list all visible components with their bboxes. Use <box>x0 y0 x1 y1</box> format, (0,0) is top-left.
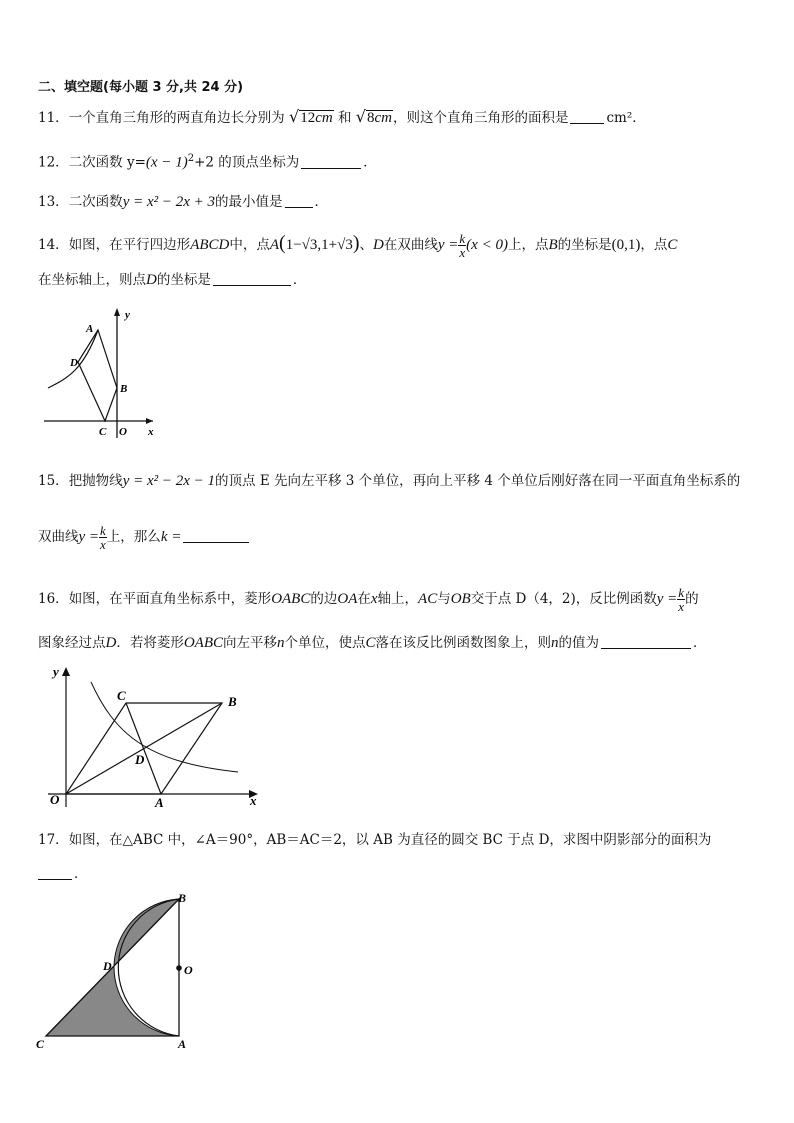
point-label: D <box>146 272 157 288</box>
unit: cm <box>374 110 392 126</box>
text: 的坐标是 <box>557 237 612 253</box>
section-title: 二、填空题(每小题 3 分,共 24 分) <box>38 80 244 95</box>
denominator: x <box>459 245 466 260</box>
figure-q14 <box>38 300 168 440</box>
paren-icon: ) <box>352 232 360 254</box>
point-label: A <box>269 237 280 253</box>
numerator: k <box>678 585 685 600</box>
text: 的值为 <box>558 635 600 651</box>
segment-name: AC <box>418 591 438 607</box>
text: ． <box>363 154 377 171</box>
label-C: C <box>117 688 126 703</box>
label-O: O <box>119 426 127 438</box>
point-label: C <box>365 635 376 651</box>
text: 上，那么 <box>106 529 161 545</box>
point-label: D <box>105 635 117 651</box>
text: 图象经过点 <box>38 635 106 651</box>
answer-blank[interactable] <box>213 271 291 286</box>
text: 的最小值是 <box>215 194 283 210</box>
text: 二次函数 y= <box>68 154 146 171</box>
label-A: A <box>155 795 164 810</box>
label-D: D <box>103 959 112 973</box>
fraction <box>677 586 685 613</box>
expression: k = <box>160 529 182 545</box>
point-label: B <box>548 237 558 253</box>
expression: y = <box>656 591 678 607</box>
radical-icon: √ <box>355 107 366 126</box>
text: 、 <box>359 237 374 253</box>
text: ，则这个直角三角形的面积是 <box>392 110 569 126</box>
text: +2 的顶点坐标为 <box>194 154 300 171</box>
axis-name: x <box>370 591 378 607</box>
answer-blank[interactable] <box>570 109 604 124</box>
question-number: 17． <box>38 832 69 848</box>
answer-blank[interactable] <box>601 634 691 649</box>
text: 上，点 <box>507 237 549 253</box>
question-number: 16． <box>38 591 69 607</box>
text: 和 <box>337 110 352 126</box>
question-17 <box>38 830 711 850</box>
radicand: 8 <box>366 110 375 126</box>
text: 把抛物线 <box>68 473 123 489</box>
question-number: 12． <box>38 154 69 171</box>
text: ． <box>314 194 329 210</box>
label-C: C <box>99 426 107 438</box>
text: 与 <box>437 591 451 607</box>
denominator: x <box>678 599 685 614</box>
question-16 <box>38 586 699 613</box>
text: 二次函数 <box>68 194 123 210</box>
question-15 <box>38 471 740 491</box>
diagonal-AC <box>126 703 161 794</box>
answer-blank[interactable] <box>38 865 72 880</box>
answer-blank[interactable] <box>285 193 313 208</box>
expression: y = <box>437 237 459 253</box>
label-B: B <box>120 383 128 395</box>
text: 双曲线 <box>38 529 79 545</box>
label-x: x <box>148 426 154 438</box>
denominator: x <box>100 537 106 552</box>
hyperbola-curve <box>91 682 238 772</box>
text: 的坐标是 <box>156 272 211 288</box>
expression: y = x² − 2x − 1 <box>122 473 216 489</box>
text: 一个直角三角形的两直角边长分别为 <box>68 110 285 126</box>
figure-q16 <box>44 662 264 810</box>
question-17-line2 <box>38 864 88 884</box>
text: 在双曲线 <box>383 237 438 253</box>
text: 如图，在平行四边形 <box>68 237 191 253</box>
question-15-line2 <box>38 524 251 551</box>
expression: (x − 1) <box>145 154 188 171</box>
label-B: B <box>178 891 187 905</box>
text: 的边 <box>310 591 338 607</box>
fraction <box>99 524 107 551</box>
label-B: B <box>228 694 237 709</box>
label-D: D <box>70 357 78 369</box>
point-label: C <box>667 237 678 253</box>
question-14 <box>38 232 677 259</box>
label-D: D <box>135 752 145 767</box>
question-13 <box>38 192 328 212</box>
answer-blank[interactable] <box>301 154 361 169</box>
label-y: y <box>125 309 130 321</box>
answer-blank[interactable] <box>183 528 249 543</box>
label-C: C <box>36 1037 45 1051</box>
question-11 <box>38 107 646 128</box>
label-A: A <box>86 323 94 335</box>
text: ． <box>74 866 88 882</box>
text: 在坐标轴上，则点 <box>38 272 146 288</box>
coordinate: 1−√3,1+√3 <box>285 237 353 253</box>
exponent: 2 <box>187 153 195 164</box>
text: 中，点 <box>229 237 270 253</box>
y-axis-arrow-icon <box>114 308 120 316</box>
segment-name: OB <box>450 591 471 607</box>
text: 向左平移 <box>223 635 278 651</box>
variable: n <box>551 635 559 651</box>
label-x: x <box>250 793 257 808</box>
numerator: k <box>100 523 106 538</box>
expression: y = <box>78 529 100 545</box>
text: 在 <box>357 591 371 607</box>
radical-icon: √ <box>288 107 300 126</box>
paren-icon: ( <box>279 232 286 254</box>
expression: y = x² − 2x + 3 <box>122 194 216 210</box>
text: ． <box>693 635 707 651</box>
center-point-O <box>176 965 182 971</box>
radicand: 12 <box>300 110 316 126</box>
parallelogram-ABCD <box>78 330 117 421</box>
question-number: 15． <box>38 473 69 489</box>
point-label: D <box>373 237 384 253</box>
fraction <box>458 232 466 259</box>
x-axis-arrow-icon <box>146 418 153 424</box>
numerator: k <box>459 231 466 246</box>
y-axis-arrow-icon <box>62 667 70 676</box>
question-number: 14． <box>38 237 69 253</box>
shape-name: OABC <box>183 635 224 651</box>
label-y: y <box>53 664 59 679</box>
label-O: O <box>50 792 60 807</box>
text: 落在该反比例函数图象上，则 <box>375 635 552 651</box>
question-14-line2 <box>38 270 306 290</box>
text: ．若将菱形 <box>116 635 184 651</box>
shape-name: ABCD <box>190 237 230 253</box>
question-12 <box>38 149 377 173</box>
text: 如图，在平面直角坐标系中，菱形 <box>68 591 272 607</box>
question-number: 11． <box>38 110 69 126</box>
text: 的 <box>685 591 699 607</box>
text: 的顶点 E 先向左平移 3 个单位，再向上平移 4 个单位后刚好落在同一平面直角坐标系的 <box>215 473 741 489</box>
segment-name: OA <box>337 591 358 607</box>
text: 如图，在△ABC 中，∠A＝90°，AB＝AC＝2，以 AB 为直径的圆交 BC 于点 D，求图中阴影部分的面积为 <box>68 832 712 848</box>
shape-name: OABC <box>271 591 311 607</box>
text: ． <box>292 272 307 288</box>
label-A: A <box>178 1037 187 1051</box>
condition: (x < 0) <box>466 237 508 253</box>
text: 交于点 D（4，2)，反比例函数 <box>470 591 657 607</box>
unit: cm²． <box>606 110 646 126</box>
text: ，点 <box>640 237 668 253</box>
variable: n <box>277 635 285 651</box>
text: 轴上， <box>377 591 419 607</box>
unit: cm <box>315 110 333 126</box>
question-16-line2 <box>38 633 707 653</box>
coordinate: (0,1) <box>611 237 641 253</box>
label-O: O <box>184 963 193 977</box>
text: 个单位，使点 <box>284 635 366 651</box>
figure-q17 <box>30 888 220 1058</box>
question-number: 13． <box>38 194 69 210</box>
shaded-region-lower <box>46 966 179 1036</box>
